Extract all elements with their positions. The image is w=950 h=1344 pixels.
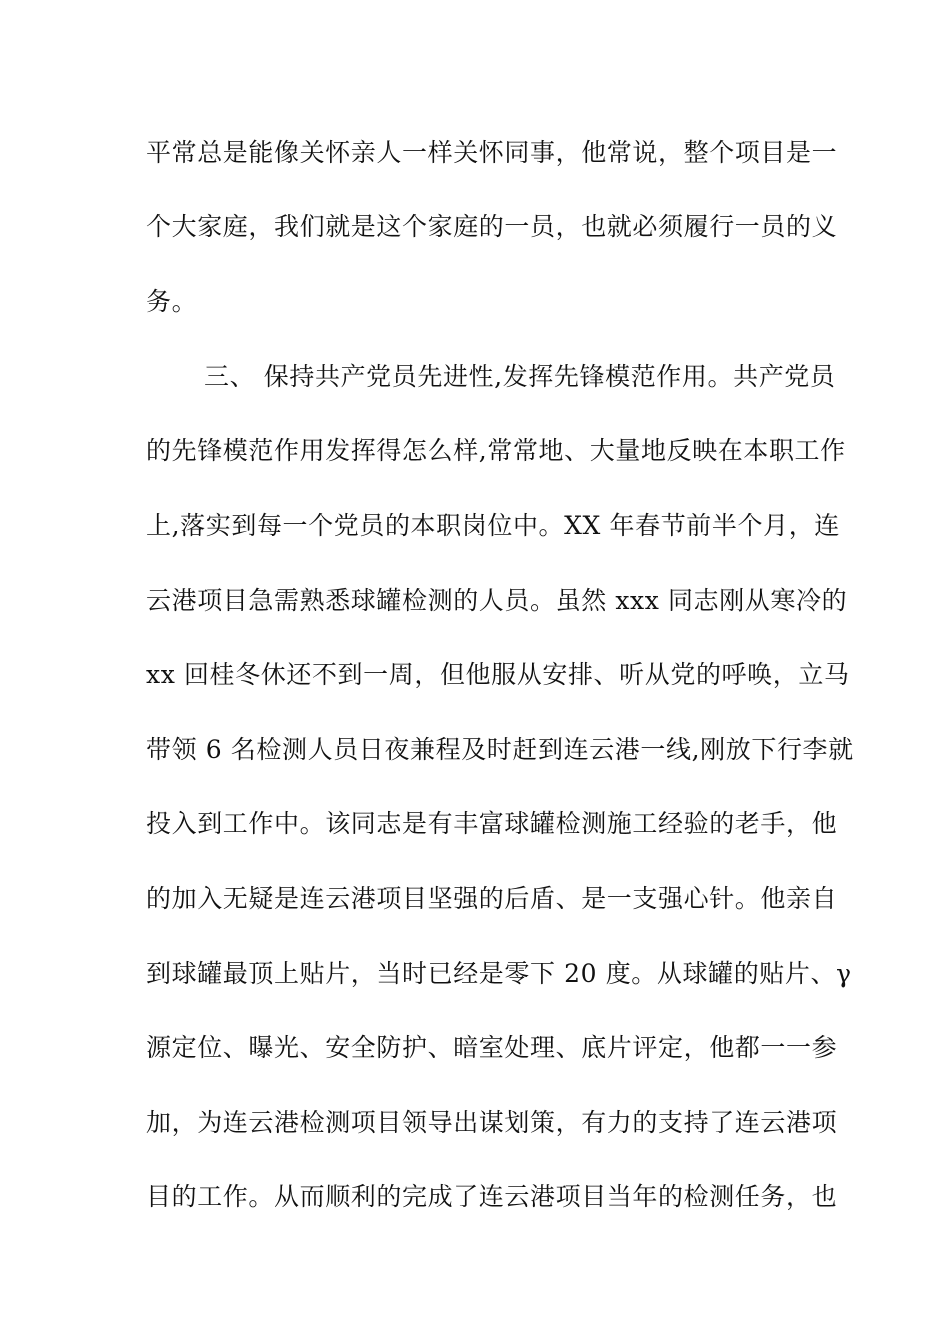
text-line: 目的工作。从而顺利的完成了连云港项目当年的检测任务，也 <box>146 1182 838 1211</box>
text-line: 投入到工作中。该同志是有丰富球罐检测施工经验的老手，他 <box>146 809 838 838</box>
section-heading-line: 三、 保持共产党员先进性,发挥先锋模范作用。共产党员 <box>204 362 836 391</box>
text-line: 的加入无疑是连云港项目坚强的后盾、是一支强心针。他亲自 <box>146 884 838 913</box>
text-line: 加，为连云港检测项目领导出谋划策，有力的支持了连云港项 <box>146 1108 838 1137</box>
text-line: 的先锋模范作用发挥得怎么样,常常地、大量地反映在本职工作 <box>146 436 846 465</box>
text-line: 源定位、曝光、安全防护、暗室处理、底片评定，他都一一参 <box>146 1033 838 1062</box>
text-line: 到球罐最顶上贴片，当时已经是零下 20 度。从球罐的贴片、γ <box>146 959 852 988</box>
text-line: 个大家庭，我们就是这个家庭的一员，也就必须履行一员的义 <box>146 212 838 241</box>
text-line: xx 回桂冬休还不到一周，但他服从安排、听从党的呼唤，立马 <box>146 660 850 689</box>
text-line: 带领 6 名检测人员日夜兼程及时赶到连云港一线,刚放下行李就 <box>146 735 854 764</box>
text-line: 务。 <box>146 287 198 316</box>
text-line: 上,落实到每一个党员的本职岗位中。XX 年春节前半个月，连 <box>146 511 840 540</box>
text-line: 平常总是能像关怀亲人一样关怀同事，他常说，整个项目是一 <box>146 138 838 167</box>
text-line: 云港项目急需熟悉球罐检测的人员。虽然 xxx 同志刚从寒冷的 <box>146 586 848 615</box>
